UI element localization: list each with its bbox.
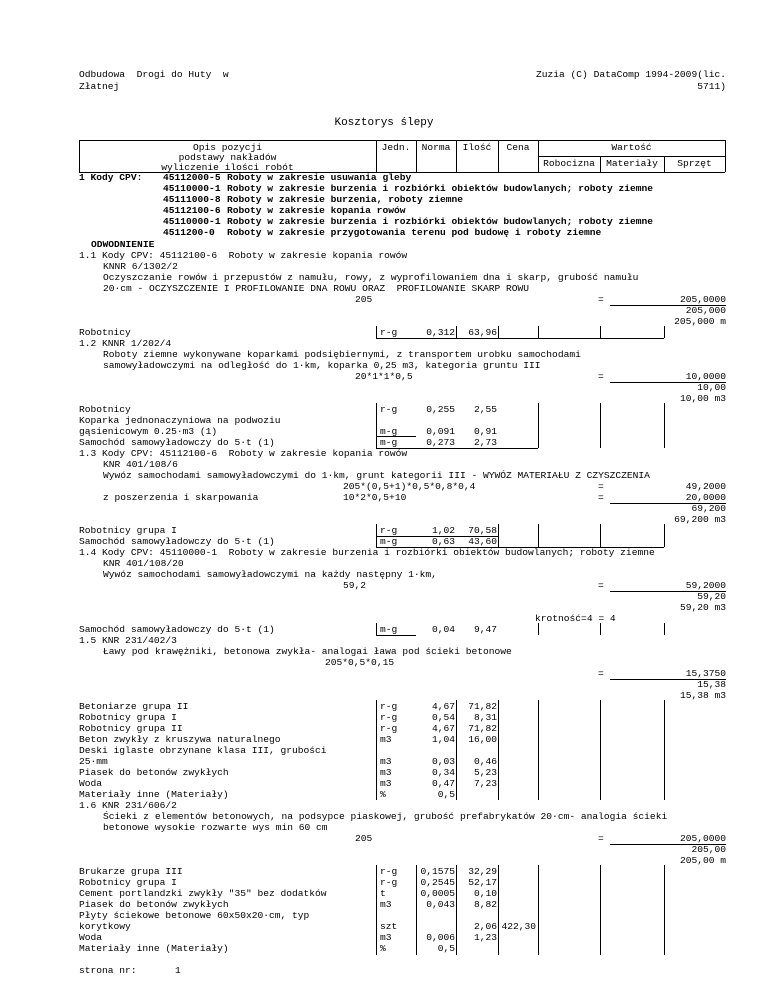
resource-name: Robotnicy <box>79 404 131 415</box>
grid-line <box>538 623 539 635</box>
grid-line <box>600 623 601 635</box>
resource-unit: m3 <box>380 767 392 778</box>
resource-norma: 0,091 <box>426 426 455 437</box>
resource-ilosc: 8,82 <box>473 899 497 910</box>
resource-norma: 0,54 <box>431 712 455 723</box>
col-header-jedn: Jedn. <box>381 142 411 153</box>
resource-norma: 0,255 <box>426 404 455 415</box>
resource-ilosc: 52,17 <box>468 877 497 888</box>
quantity-sum: 205,00 <box>691 844 726 855</box>
col-header-wyliczenie: wyliczenie ilości robót <box>161 162 294 173</box>
page-number: 1 <box>175 965 181 976</box>
quantity-sum: 10,00 <box>697 382 726 393</box>
resource-name: korytkowy <box>79 921 131 932</box>
quantity-result: 49,2000 <box>685 481 726 492</box>
grid-line <box>456 865 457 955</box>
quantity-calc: 205*(0,5+1)*0,5*0,8*0,4 <box>343 481 476 492</box>
resource-ilosc: 0,91 <box>473 426 497 437</box>
cpv-code: 45110000-1 <box>163 216 221 227</box>
header-software-line-2: 5711) <box>697 81 726 92</box>
grid-line <box>600 403 601 448</box>
resource-norma: 0,04 <box>431 624 455 635</box>
resource-ilosc: 2,55 <box>473 404 497 415</box>
col-header-norma: Norma <box>421 142 451 153</box>
resource-ilosc: 71,82 <box>468 701 497 712</box>
quantity-total: 205,00 m <box>679 855 726 866</box>
resource-name: Samochód samowyładowczy do 5·t (1) <box>79 536 275 547</box>
header-project-line-2: Złatnej <box>79 81 120 92</box>
resource-norma: 0,043 <box>426 899 455 910</box>
position-desc: Oczyszczanie rowów i przepustów z namułu, rowy, z wyprofilowaniem dna i skarp, grubość namułu <box>103 272 639 283</box>
grid-line <box>538 326 539 338</box>
quantity-result: 59,2000 <box>685 580 726 591</box>
wartosc-split-line <box>538 156 725 157</box>
cpv-desc: Roboty w zakresie burzenia i rozbiórki obiektów budowlanych; roboty ziemne <box>227 183 654 194</box>
resource-norma: 0,006 <box>426 932 455 943</box>
resource-name: Płyty ściekowe betonowe 60x50x20·cm, typ <box>79 910 310 921</box>
cpv-code: 45110000-1 <box>163 183 221 194</box>
resource-norma: 0,63 <box>431 536 455 547</box>
cpv-code: 45111000-8 <box>163 194 221 205</box>
resource-ilosc: 0,46 <box>473 756 497 767</box>
resource-norma: 0,1575 <box>420 866 455 877</box>
cpv-lead: 1 Kody CPV: <box>79 172 143 183</box>
resource-unit: r-g <box>380 404 398 415</box>
quantity-result: 205,0000 <box>679 294 726 305</box>
quantity-sum: 59,20 <box>697 591 726 602</box>
grid-line <box>456 326 457 338</box>
row-separator <box>376 536 498 537</box>
header-software-line-1: Zuzia (C) DataComp 1994-2009(lic. <box>536 69 726 80</box>
col-header-podstawy: podstawy nakładów <box>178 152 277 163</box>
row-separator <box>376 338 664 339</box>
grid-line <box>376 403 377 448</box>
position-head: 1.1 Kody CPV: 45112100-6 Roboty w zakresie kopania rowów <box>79 250 408 261</box>
grid-line <box>538 524 539 547</box>
resource-norma: 1,04 <box>431 734 455 745</box>
resource-name: Robotnicy <box>79 327 131 338</box>
resource-unit: m-g <box>380 624 398 635</box>
cpv-code: 4511200-0 <box>163 227 215 238</box>
grid-line <box>664 326 665 338</box>
equals-sign: = <box>598 371 604 382</box>
multiplier-note: krotność=4 = 4 <box>535 613 616 624</box>
position-desc: Roboty ziemne wykonywane koparkami podsiębiernymi, z transportem urobku samochodami <box>103 349 581 360</box>
quantity-result: 20,0000 <box>685 492 726 503</box>
resource-name: Betoniarze grupa II <box>79 701 189 712</box>
grid-line <box>376 865 377 955</box>
grid-line <box>376 326 377 338</box>
quantity-result: 10,0000 <box>685 371 726 382</box>
resource-unit: m3 <box>380 899 392 910</box>
resource-name: Koparka jednonaczyniowa na podwoziu <box>79 415 281 426</box>
col-header-ilosc: Ilość <box>462 142 492 153</box>
resource-ilosc: 70,58 <box>468 525 497 536</box>
header-project-line-1: Odbudowa Drogi do Huty w <box>79 69 229 80</box>
resource-ilosc: 32,29 <box>468 866 497 877</box>
quantity-calc: 10*2*0,5+10 <box>343 492 407 503</box>
equals-sign: = <box>598 294 604 305</box>
resource-norma: 0,0005 <box>420 888 455 899</box>
resource-ilosc: 43,60 <box>468 536 497 547</box>
equals-sign: = <box>598 668 604 679</box>
resource-name: Robotnicy grupa I <box>79 712 177 723</box>
grid-line <box>538 700 539 800</box>
resource-name: Deski iglaste obrzynane klasa III, grubości <box>79 745 327 756</box>
grid-line <box>600 326 601 338</box>
resource-norma: 2,06 <box>473 921 497 932</box>
quantity-calc: 20*1*1*0,5 <box>355 371 413 382</box>
section-heading: ODWODNIENIE <box>91 239 155 250</box>
resource-unit: m3 <box>380 756 392 767</box>
resource-norma: 0,273 <box>426 437 455 448</box>
grid-line <box>664 524 665 547</box>
position-basis: KNNR 6/1302/2 <box>103 261 178 272</box>
resource-norma: 0,312 <box>426 327 455 338</box>
resource-name: Piasek do betonów zwykłych <box>79 899 229 910</box>
resource-ilosc: 7,23 <box>473 778 497 789</box>
resource-unit: r-g <box>380 712 398 723</box>
resource-ilosc: 1,23 <box>473 932 497 943</box>
grid-line <box>456 700 457 800</box>
quantity-total: 69,200 m3 <box>674 514 726 525</box>
equals-sign: = <box>598 833 604 844</box>
quantity-result: 205,0000 <box>679 833 726 844</box>
resource-unit: r-g <box>380 877 398 888</box>
resource-unit: r-g <box>380 866 398 877</box>
position-desc: Ścieki z elementów betonowych, na podsypce piaskowej, grubość prefabrykatów 20·cm- analogia ścieki <box>103 811 668 822</box>
position-head: 1.6 KNR 231/606/2 <box>79 800 177 811</box>
equals-sign: = <box>598 481 604 492</box>
resource-ilosc: 8,31 <box>473 712 497 723</box>
resource-ilosc: 422,30 <box>501 921 536 932</box>
quantity-result: 15,3750 <box>685 668 726 679</box>
grid-line <box>664 700 665 800</box>
position-desc: Ławy pod krawężniki, betonowa zwykła- analogai ława pod ścieki betonowe <box>103 646 512 657</box>
row-separator <box>376 436 416 437</box>
quantity-calc: 205 <box>355 833 373 844</box>
header-divider-right <box>725 140 726 172</box>
position-desc: Wywóz samochodami samowyładowczymi na każdy następny 1·km, <box>103 569 437 580</box>
resource-unit: t <box>380 888 386 899</box>
cpv-code: 45112100-6 <box>163 205 221 216</box>
quantity-calc: 205 <box>355 294 373 305</box>
col-header-sprzet: Sprzęt <box>677 158 712 169</box>
calc-side-label: z poszerzenia i skarpowania <box>103 492 259 503</box>
resource-ilosc: 63,96 <box>468 327 497 338</box>
cpv-code: 45112000-5 <box>163 172 221 183</box>
resource-unit: r-g <box>380 723 398 734</box>
grid-line <box>498 326 499 338</box>
quantity-total: 59,20 m3 <box>679 602 726 613</box>
col-header-wartosc: Wartość <box>611 142 652 153</box>
resource-unit: % <box>380 789 386 800</box>
equals-sign: = <box>598 492 604 503</box>
resource-name: Woda <box>79 778 103 789</box>
quantity-calc: 59,2 <box>343 580 367 591</box>
position-head: 1.5 KNR 231/402/3 <box>79 635 177 646</box>
resource-unit: szt <box>380 921 398 932</box>
cpv-desc: Roboty w zakresie usuwania gleby <box>227 172 412 183</box>
grid-line <box>600 700 601 800</box>
resource-unit: r-g <box>380 525 398 536</box>
resource-norma: 0,34 <box>431 767 455 778</box>
cpv-desc: Roboty w zakresie kopania rowów <box>227 205 406 216</box>
grid-line <box>538 865 539 955</box>
resource-ilosc: 2,73 <box>473 437 497 448</box>
resource-unit: % <box>380 943 386 954</box>
grid-line <box>498 865 499 955</box>
resource-ilosc: 5,23 <box>473 767 497 778</box>
resource-unit: m3 <box>380 778 392 789</box>
grid-line <box>416 865 417 955</box>
resource-unit: m-g <box>380 536 398 547</box>
resource-name: Robotnicy grupa I <box>79 877 177 888</box>
cpv-desc: Roboty w zakresie burzenia, roboty ziemne <box>227 194 464 205</box>
position-basis: KNR 401/108/6 <box>103 459 178 470</box>
table-header-top-border <box>79 140 725 141</box>
resource-name: Cement portlandzki zwykły "35" bez dodatków <box>79 888 327 899</box>
resource-norma: 0,47 <box>431 778 455 789</box>
position-head: 1.2 KNNR 1/202/4 <box>79 338 172 349</box>
resource-unit: r-g <box>380 701 398 712</box>
resource-ilosc: 16,00 <box>468 734 497 745</box>
page-title: Kosztorys ślepy <box>334 117 434 129</box>
grid-line <box>664 403 665 448</box>
resource-unit: r-g <box>380 327 398 338</box>
cpv-desc: Roboty w zakresie przygotowania terenu pod budowę i roboty ziemne <box>227 227 602 238</box>
position-desc: samowyładowczymi na odległość do 1·km, koparka 0,25 m3, kategoria gruntu III <box>103 360 541 371</box>
position-head: 1.4 Kody CPV: 45110000-1 Roboty w zakresie burzenia i rozbiórki obiektów budowlanych; roboty ziemne <box>79 547 655 558</box>
resource-name: Robotnicy grupa II <box>79 723 183 734</box>
position-basis: KNR 401/108/20 <box>103 558 184 569</box>
quantity-total: 205,000 m <box>674 316 726 327</box>
resource-name: Materiały inne (Materiały) <box>79 943 229 954</box>
resource-unit: m-g <box>380 437 398 448</box>
resource-name: Materiały inne (Materiały) <box>79 789 229 800</box>
col-header-opis: Opis pozycji <box>192 142 263 153</box>
resource-norma: 4,67 <box>431 701 455 712</box>
quantity-calc: 205*0,5*0,15 <box>325 657 395 668</box>
quantity-sum: 15,38 <box>697 679 726 690</box>
resource-norma: 0,5 <box>437 943 455 954</box>
resource-name: Piasek do betonów zwykłych <box>79 767 229 778</box>
resource-name: Samochód samowyładowczy do 5·t (1) <box>79 624 275 635</box>
quantity-total: 10,00 m3 <box>679 393 726 404</box>
resource-norma: 1,02 <box>431 525 455 536</box>
grid-line <box>600 524 601 547</box>
resource-norma: 4,67 <box>431 723 455 734</box>
resource-name: 25·mm <box>79 756 108 767</box>
resource-norma: 0,5 <box>437 789 455 800</box>
grid-line <box>376 700 377 800</box>
resource-norma: 0,03 <box>431 756 455 767</box>
page-number-label: strona nr: <box>79 965 137 976</box>
grid-line <box>498 700 499 800</box>
grid-line <box>376 623 377 635</box>
resource-ilosc: 9,47 <box>473 624 497 635</box>
resource-name: Woda <box>79 932 103 943</box>
resource-norma: 0,2545 <box>420 877 455 888</box>
resource-name: Beton zwykły z kruszywa naturalnego <box>79 734 281 745</box>
resource-name: Robotnicy grupa I <box>79 525 177 536</box>
resource-name: Brukarze grupa III <box>79 866 183 877</box>
grid-line <box>664 865 665 955</box>
quantity-sum: 205,000 <box>685 305 726 316</box>
grid-line <box>664 623 665 635</box>
col-header-materialy: Materiały <box>606 158 658 169</box>
resource-unit: m-g <box>380 426 398 437</box>
resource-name: Samochód samowyładowczy do 5·t (1) <box>79 437 275 448</box>
resource-ilosc: 71,82 <box>468 723 497 734</box>
position-desc: betonowe wysokie rozwarte wys min 60 cm <box>103 822 328 833</box>
resource-ilosc: 0,10 <box>473 888 497 899</box>
equals-sign: = <box>598 580 604 591</box>
row-separator <box>376 635 416 636</box>
position-desc: 20·cm - OCZYSZCZENIE I PROFILOWANIE DNA ROWU ORAZ PROFILOWANIE SKARP ROWU <box>103 283 530 294</box>
grid-line <box>600 865 601 955</box>
quantity-total: 15,38 m3 <box>679 690 726 701</box>
cpv-desc: Roboty w zakresie burzenia i rozbiórki obiektów budowlanych; roboty ziemne <box>227 216 654 227</box>
position-head: 1.3 Kody CPV: 45112100-6 Roboty w zakresie kopania rowów <box>79 448 408 459</box>
resource-unit: m3 <box>380 734 392 745</box>
resource-name: gąsienicowym 0.25·m3 (1) <box>79 426 218 437</box>
quantity-sum: 69,200 <box>691 503 726 514</box>
position-desc: Wywóz samochodami samowyładowczymi do 1·km, grunt kategorii III - WYWÓZ MATERIAŁU Z CZYSZCZENIA <box>103 470 650 481</box>
col-header-cena: Cena <box>506 142 530 153</box>
grid-line <box>538 403 539 448</box>
grid-line <box>498 524 499 547</box>
col-header-robocizna: Robocizna <box>543 158 595 169</box>
resource-unit: m3 <box>380 932 392 943</box>
